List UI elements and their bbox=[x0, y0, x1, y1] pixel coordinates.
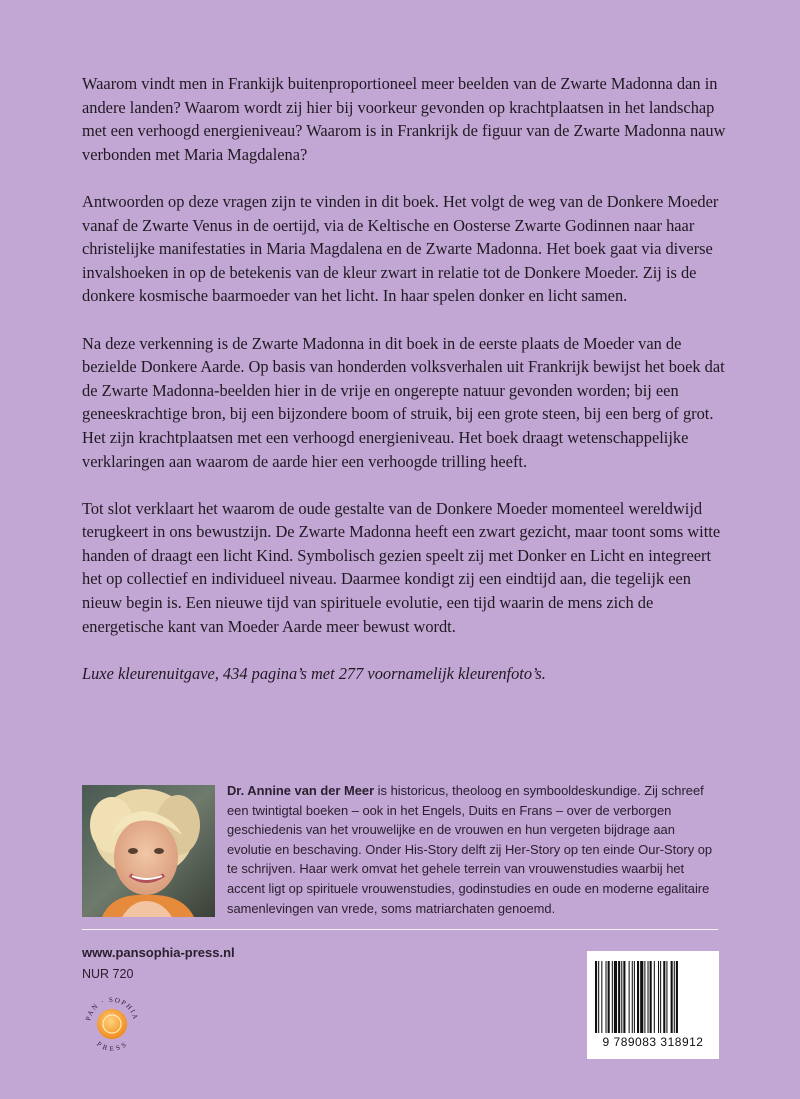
barcode-bar bbox=[632, 961, 633, 1033]
edition-note: Luxe kleurenuitgave, 434 pagina’s met 277 voornamelijk kleurenfoto’s. bbox=[82, 663, 546, 683]
barcode-bar bbox=[644, 961, 645, 1033]
barcode-bar bbox=[629, 961, 630, 1033]
divider bbox=[82, 929, 718, 930]
publisher-logo bbox=[80, 992, 144, 1056]
author-name: Dr. Annine van der Meer bbox=[227, 783, 375, 798]
author-photo bbox=[82, 785, 215, 917]
barcode-bars bbox=[595, 961, 711, 1033]
barcode-bar bbox=[660, 961, 661, 1033]
blurb-paragraph-2: Antwoorden op deze vragen zijn te vinden in dit boek. Het volgt de weg van de Donkere Moeder vanaf de Zwarte Venus in de oertijd, via de Keltische en Oosterse Zwarte Godinnen naar haar christelijke manifestaties in Maria Magdalena en de Zwarte Madonna. Het boek gaat via diverse invalshoeken in op de betekenis van de kleur zwart in relatie tot de Donkere Moeder. Zij is de donkere kosmische baarmoeder van het licht. In haar spelen donker en licht samen. bbox=[82, 191, 719, 306]
isbn-number: 9 789083 318912 bbox=[602, 1035, 704, 1049]
barcode-bar bbox=[595, 961, 597, 1033]
author-bio-text: is historicus, theoloog en symbooldeskundige. Zij schreef een twintigtal boeken – ook in het Engels, Duits en Frans – over de verborgen geschiedenis van het vrouwelijke en de vrouwen en hun vergeten bijdrage aan evolutie en beschaving. Onder His-Story delft zij Her-Story op ten einde Our-Story op te schrijven. Haar werk omvat het gehele terrein van vrouwenstudies waarbij het accent ligt op spirituele vrouwenstudies, godinstudies en oude en moderne egalitaire samenlevingen van vrede, soms matriarchaten genoemd. bbox=[227, 783, 713, 916]
barcode-bar bbox=[663, 961, 665, 1033]
barcode-bar bbox=[623, 961, 625, 1033]
author-bio bbox=[227, 781, 722, 918]
blurb-paragraph-3: Na deze verkenning is de Zwarte Madonna in dit boek in de eerste plaats de Moeder van de bezielde Donkere Aarde. Op basis van honderden volksverhalen uit Frankrijk bewijst het boek dat de Zwarte Madonna-beelden hier in de vrije en ongerepte natuur gevonden worden; bij een geneeskrachtige bron, bij een bijzondere boom of struik, bij een grote steen, bij een berg of grot. Het zijn krachtplaatsen met een verhoogd energieniveau. Het boek draagt wetenschappelijke verklaringen aan waarom de aarde hier een verhoogde trilling heeft. bbox=[82, 333, 725, 471]
blurb-paragraph-4: Tot slot verklaart het waarom de oude gestalte van de Donkere Moeder momenteel wereldwijd terugkeert in ons bewustzijn. De Zwarte Madonna heeft een zwart gezicht, maar toont soms witte handen of draagt een licht Kind. Symbolisch gezien speelt zij met Donker en Licht en integreert het op collectief en individueel niveau. Daarmee kondigt zij een eindtijd aan, die tegelijk een nieuw begin is. Een nieuwe tijd van spirituele evolutie, een tijd waarin de mens zich de energetische kant van Moeder Aarde meer bewust wordt. bbox=[82, 498, 721, 636]
barcode-bar bbox=[640, 961, 643, 1033]
barcode-bar bbox=[637, 961, 639, 1033]
barcode-bar bbox=[658, 961, 659, 1033]
barcode-bar bbox=[621, 961, 622, 1033]
svg-text:PAN · SOPHIA: PAN · SOPHIA bbox=[84, 995, 140, 1022]
barcode-bar bbox=[612, 961, 613, 1033]
barcode-bar bbox=[618, 961, 620, 1033]
barcode-bar bbox=[601, 961, 602, 1033]
back-cover-blurb bbox=[82, 72, 732, 709]
barcode-bar bbox=[614, 961, 617, 1033]
barcode-bar bbox=[648, 961, 649, 1033]
barcode-bar bbox=[674, 961, 675, 1033]
barcode-bar bbox=[676, 961, 678, 1033]
barcode-bar bbox=[671, 961, 673, 1033]
barcode-bar bbox=[608, 961, 610, 1033]
author-section bbox=[82, 785, 722, 918]
sun-icon bbox=[97, 1009, 127, 1039]
barcode-bar bbox=[666, 961, 667, 1033]
barcode-bar bbox=[598, 961, 599, 1033]
barcode bbox=[587, 951, 719, 1059]
barcode-bar bbox=[606, 961, 607, 1033]
barcode-bar bbox=[654, 961, 655, 1033]
barcode-bar bbox=[634, 961, 635, 1033]
svg-text:PRESS: PRESS bbox=[95, 1039, 129, 1053]
publisher-website[interactable]: www.pansophia-press.nl bbox=[82, 945, 235, 960]
barcode-bar bbox=[650, 961, 652, 1033]
nur-code: NUR 720 bbox=[82, 967, 134, 981]
blurb-paragraph-1: Waarom vindt men in Frankijk buitenproportioneel meer beelden van de Zwarte Madonna dan in andere landen? Waarom wordt zij hier bij voorkeur gevonden op krachtplaatsen in het landschap met een verhoogd energieniveau? Waarom is in Frankrijk de figuur van de Zwarte Madonna nauw verbonden met Maria Magdalena? bbox=[82, 74, 726, 164]
